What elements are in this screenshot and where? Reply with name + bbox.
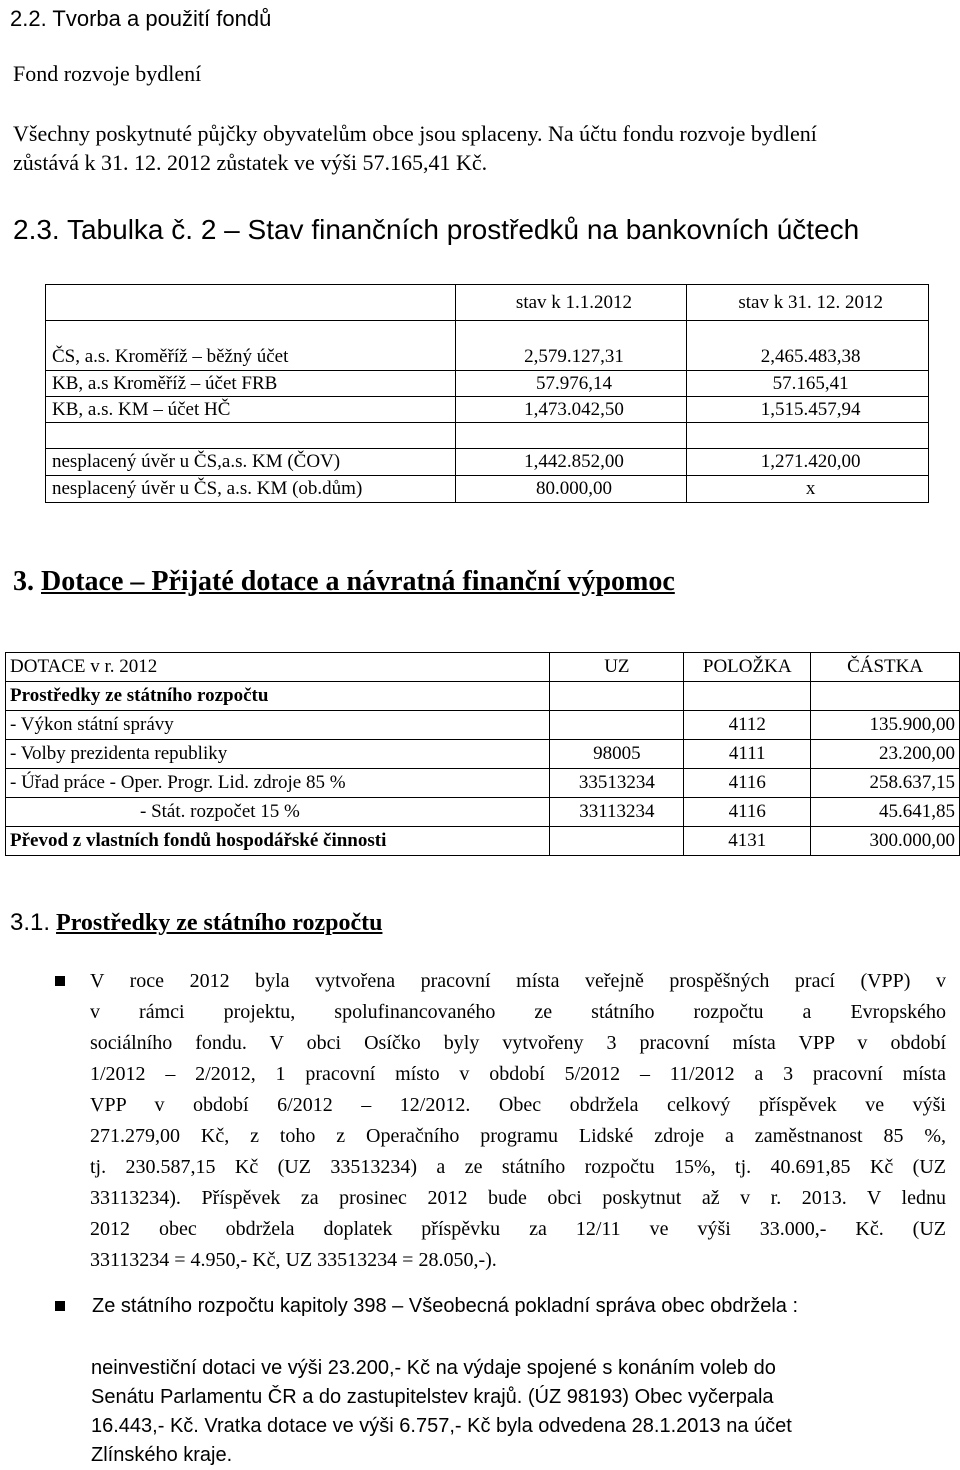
table-header-cell: POLOŽKA: [684, 653, 811, 682]
table-cell: [46, 285, 456, 321]
table-cell: 33113234: [550, 798, 684, 827]
table-row: [46, 397, 929, 423]
table-cell: Prostředky ze státního rozpočtu: [6, 682, 550, 711]
section-heading-2-2: 2.2. Tvorba a použití fondů: [10, 6, 272, 31]
table-row: [6, 682, 960, 711]
paragraph-line: 1/2012 – 2/2012, 1 pracovní místo v období 5/2012 – 11/2012 a 3 pracovní místa: [90, 1063, 946, 1085]
bullet-paragraph-2: Ze státního rozpočtu kapitoly 398 – Všeobecná pokladní správa obec obdržela :: [92, 1295, 799, 1317]
table-cell: 1,515.457,94: [687, 397, 929, 423]
table-cell: 4116: [684, 798, 811, 827]
table-row: [6, 740, 960, 769]
table-cell: KB, a.s Kroměříž – účet FRB: [46, 371, 456, 397]
table-header-cell: UZ: [550, 653, 684, 682]
paragraph-line: Senátu Parlamentu ČR a do zastupitelstev krajů. (ÚZ 98193) Obec vyčerpala: [91, 1386, 774, 1408]
table-cell: 4116: [684, 769, 811, 798]
paragraph-line: sociálního fondu. V obci Osíčko byly vytvořeny 3 pracovní místa VPP v období: [90, 1032, 946, 1054]
table-cell: 98005: [550, 740, 684, 769]
table-cell: - Úřad práce - Oper. Progr. Lid. zdroje 85 %: [6, 769, 550, 798]
table-row: [46, 321, 929, 345]
paragraph-line: 33113234 = 4.950,- Kč, UZ 33513234 = 28.050,-).: [90, 1249, 497, 1271]
table-row: [46, 345, 929, 371]
table-cell: [455, 423, 687, 449]
table-cell: 80.000,00: [455, 476, 687, 503]
table-cell: 4131: [684, 827, 811, 856]
section-heading-2-3: [13, 214, 859, 247]
table-cell: [811, 682, 960, 711]
table-cell: [550, 711, 684, 740]
table-row: [6, 827, 960, 856]
table-cell: 1,442.852,00: [455, 449, 687, 476]
section-heading-3-1: [10, 908, 382, 938]
table-cell: 23.200,00: [811, 740, 960, 769]
table-row: [46, 423, 929, 449]
fund-title: Fond rozvoje bydlení: [13, 61, 202, 86]
table-cell: nesplacený úvěr u ČS,a.s. KM (ČOV): [46, 449, 456, 476]
section-heading-3-1-text: Prostředky ze státního rozpočtu: [56, 910, 383, 936]
table-header-cell: DOTACE v r. 2012: [6, 653, 550, 682]
paragraph-line: VPP v období 6/2012 – 12/2012. Obec obdržela celkový příspěvek ve výši: [90, 1094, 946, 1116]
paragraph-line: 16.443,- Kč. Vratka dotace ve výši 6.757,- Kč byla odvedena 28.1.2013 na účet: [91, 1415, 792, 1437]
paragraph-line: tj. 230.587,15 Kč (UZ 33513234) a ze státního rozpočtu 15%, tj. 40.691,85 Kč (UZ: [90, 1156, 946, 1178]
bullet-paragraph-1: [90, 966, 946, 1276]
table-cell: [46, 321, 456, 345]
table-cell: 2,465.483,38: [687, 345, 929, 371]
section-number-3: 3.: [13, 566, 34, 597]
table-cell: ČS, a.s. Kroměříž – běžný účet: [46, 345, 456, 371]
table-row: [6, 711, 960, 740]
table-cell: - Volby prezidenta republiky: [6, 740, 550, 769]
table-cell: 57.165,41: [687, 371, 929, 397]
table-cell: 1,271.420,00: [687, 449, 929, 476]
table-cell: 2,579.127,31: [455, 345, 687, 371]
table-row: [46, 371, 929, 397]
table-cell: 4111: [684, 740, 811, 769]
table-cell: Převod z vlastních fondů hospodářské činnosti: [6, 827, 550, 856]
table-row: [46, 449, 929, 476]
table-cell: KB, a.s. KM – účet HČ: [46, 397, 456, 423]
table-cell: nesplacený úvěr u ČS, a.s. KM (ob.dům): [46, 476, 456, 503]
grants-table: [5, 652, 960, 856]
table-header-row: [46, 285, 929, 321]
table-cell: [46, 423, 456, 449]
fund-paragraph-line-2: zůstává k 31. 12. 2012 zůstatek ve výši 57.165,41 Kč.: [13, 150, 488, 175]
table-cell: [550, 827, 684, 856]
bullet-square-icon: [55, 976, 65, 986]
section-heading-3: [13, 566, 675, 598]
table-cell: 1,473.042,50: [455, 397, 687, 423]
table-cell: - Stát. rozpočet 15 %: [6, 798, 550, 827]
paragraph-line: V roce 2012 byla vytvořena pracovní místa veřejně prospěšných prací (VPP) v: [90, 970, 946, 992]
table-cell: 4112: [684, 711, 811, 740]
paragraph-line: 2012 obec obdržela doplatek příspěvku za 12/11 ve výši 33.000,- Kč. (UZ: [90, 1218, 946, 1240]
table-header-row: [6, 653, 960, 682]
table-cell: 57.976,14: [455, 371, 687, 397]
table-cell: 45.641,85: [811, 798, 960, 827]
bullet-square-icon: [55, 1301, 65, 1311]
table-row: [46, 476, 929, 503]
table-cell: [687, 423, 929, 449]
table-row: [6, 769, 960, 798]
table-cell: 135.900,00: [811, 711, 960, 740]
paragraph-line: 33113234). Příspěvek za prosinec 2012 bude obci poskytnut až v r. 2013. V lednu: [90, 1187, 946, 1209]
table-cell: [550, 682, 684, 711]
paragraph-line: neinvestiční dotaci ve výši 23.200,- Kč na výdaje spojené s konáním voleb do: [91, 1357, 776, 1379]
table-header-cell: ČÁSTKA: [811, 653, 960, 682]
table-cell: 33513234: [550, 769, 684, 798]
table-header-cell: stav k 31. 12. 2012: [687, 285, 929, 321]
table-cell: 300.000,00: [811, 827, 960, 856]
table-cell: - Výkon státní správy: [6, 711, 550, 740]
paragraph-line: Zlínského kraje.: [91, 1444, 233, 1466]
accounts-table: [45, 284, 929, 503]
section-heading-3-text: Dotace – Přijaté dotace a návratná finanční výpomoc: [41, 566, 675, 597]
table-cell: [455, 321, 687, 345]
table-header-cell: stav k 1.1.2012: [455, 285, 687, 321]
fund-paragraph-line-1: Všechny poskytnuté půjčky obyvatelům obce jsou splaceny. Na účtu fondu rozvoje bydlení: [13, 121, 817, 146]
table-cell: [684, 682, 811, 711]
table-cell: 258.637,15: [811, 769, 960, 798]
paragraph-line: v rámci projektu, spolufinancovaného ze státního rozpočtu a Evropského: [90, 1001, 946, 1023]
section-number-3-1: 3.1.: [10, 909, 51, 936]
grant-paragraph: [91, 1354, 792, 1470]
table-cell: [687, 321, 929, 345]
table-row: [6, 798, 960, 827]
paragraph-line: 271.279,00 Kč, z toho z Operačního programu Lidské zdroje a zaměstnanost 85 %,: [90, 1125, 946, 1147]
table-cell: x: [687, 476, 929, 503]
section-heading-2-3-text: 2.3. Tabulka č. 2 – Stav finančních prostředků na bankovních účtech: [13, 214, 860, 245]
